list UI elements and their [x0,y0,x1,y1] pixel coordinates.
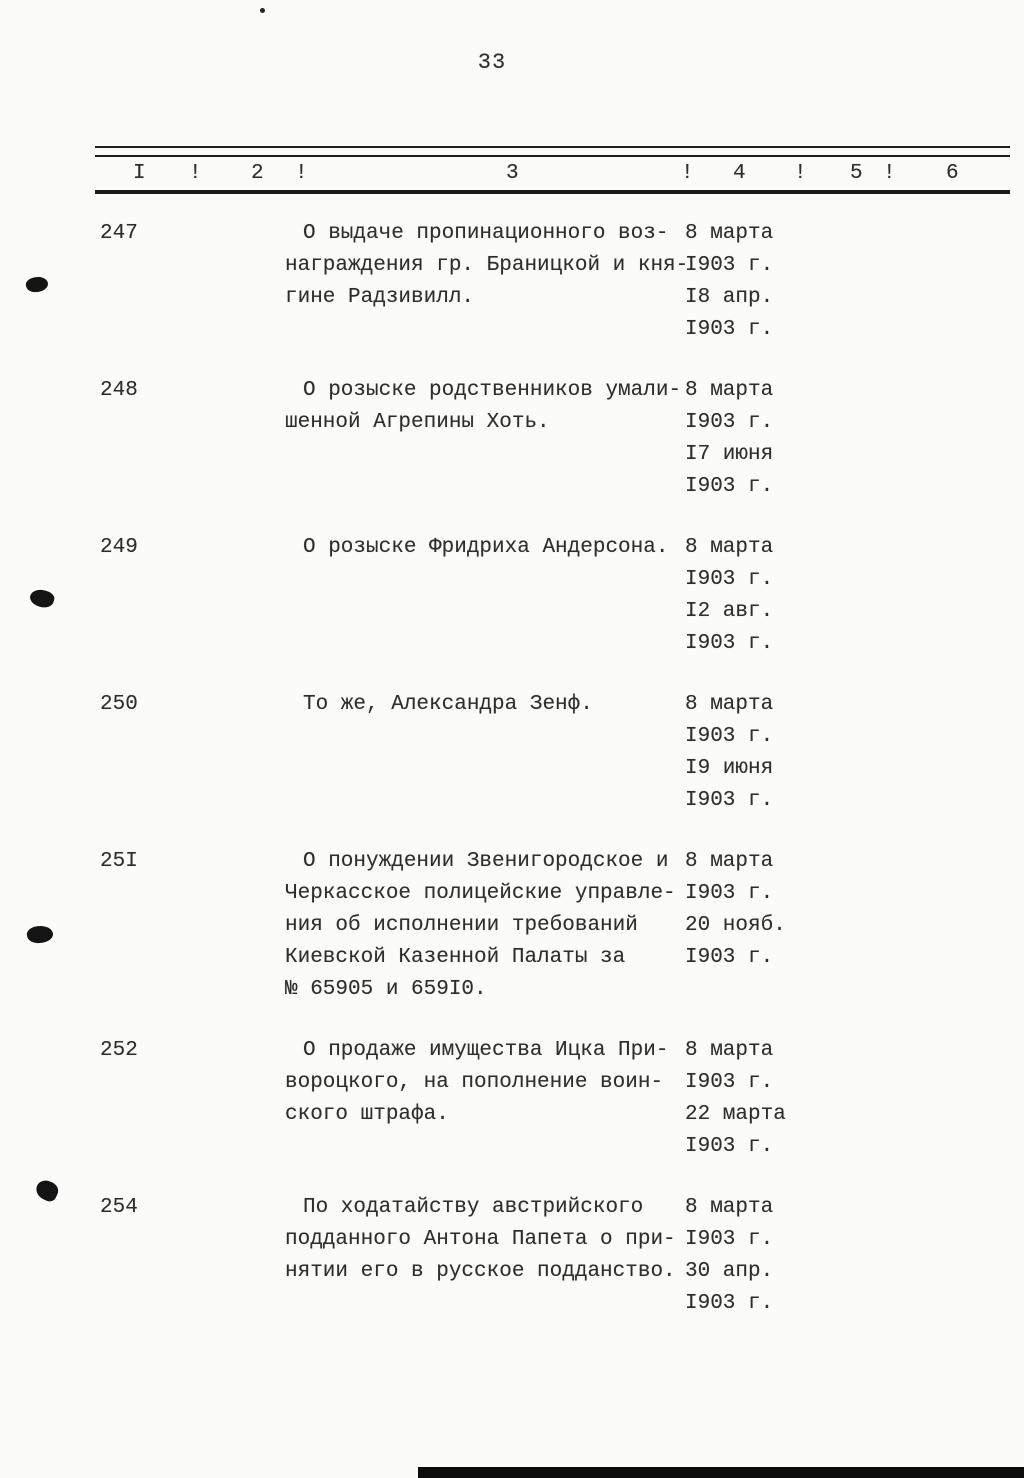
date-line: I903 г. [685,789,774,812]
date-line: I903 г. [685,946,774,969]
column-separator: ! [883,162,896,185]
date-line: I903 г. [685,568,774,591]
column-header: I [133,162,146,185]
column-header: 5 [850,162,863,185]
date-line: I903 г. [685,1135,774,1158]
description-line: То же, Александра Зенф. [303,693,593,716]
description-line: Черкасское полицейские управле- [285,882,676,905]
description-line: гине Радзивилл. [285,286,475,309]
date-line: 8 марта [685,693,774,716]
table-row [0,1192,1024,1320]
entry-dates [685,846,786,974]
date-line: I903 г. [685,632,774,655]
entry-number: 249 [100,536,138,559]
description-line: вороцкого, на пополнение воин- [285,1071,664,1094]
entry-dates [685,532,773,660]
date-line: I903 г. [685,882,774,905]
entry-dates [685,375,773,503]
description-line: О розыске Фридриха Андерсона. [303,536,669,559]
entry-number: 247 [100,222,138,245]
entry-number: 25I [100,850,138,873]
table-row [0,218,1024,346]
entry-number: 252 [100,1039,138,1062]
description-line: подданного Антона Папета о при- [285,1228,676,1251]
table-header [95,146,1010,194]
entry-description [285,532,685,564]
entry-number: 254 [100,1196,138,1219]
entry-description [285,1192,685,1288]
description-line: шенной Агрепины Хоть. [285,411,550,434]
table-row [0,532,1024,660]
description-line: № 65905 и 659I0. [285,978,487,1001]
table-row [0,689,1024,817]
date-line: I903 г. [685,1228,774,1251]
date-line: 30 апр. [685,1260,774,1283]
description-line: ния об исполнении требований [285,914,638,937]
scan-edge-artifact [418,1467,1024,1478]
scan-speck [260,8,265,13]
date-line: I903 г. [685,725,774,748]
description-line: О понуждении Звенигородское и [303,850,669,873]
column-separator: ! [189,162,202,185]
column-header-row [95,157,1010,190]
entry-dates [685,1192,773,1320]
date-line: 20 нояб. [685,914,786,937]
column-header: 4 [733,162,746,185]
description-line: награждения гр. Браницкой и кня- [285,254,689,277]
date-line: I903 г. [685,254,774,277]
date-line: 8 марта [685,536,774,559]
column-separator: ! [794,162,807,185]
table-row [0,375,1024,503]
description-line: нятии его в русское подданство. [285,1260,676,1283]
date-line: I903 г. [685,318,774,341]
column-header: 6 [946,162,959,185]
table-row [0,1035,1024,1163]
entry-dates [685,218,773,346]
date-line: 8 марта [685,1196,774,1219]
page-number: 33 [477,50,507,75]
description-line: О продаже имущества Ицка При- [303,1039,669,1062]
entry-dates [685,689,773,817]
date-line: I2 авг. [685,600,774,623]
entry-description [285,846,685,1006]
table-row [0,846,1024,1006]
description-line: О розыске родственников умали- [303,379,682,402]
column-header: 2 [251,162,264,185]
entry-dates [685,1035,786,1163]
date-line: I903 г. [685,411,774,434]
date-line: I903 г. [685,475,774,498]
date-line: 8 марта [685,1039,774,1062]
date-line: 8 марта [685,850,774,873]
entry-description [285,689,685,721]
date-line: 8 марта [685,222,774,245]
description-line: ского штрафа. [285,1103,449,1126]
column-separator: ! [295,162,308,185]
date-line: I9 июня [685,757,774,780]
column-separator: ! [681,162,694,185]
date-line: I903 г. [685,1292,774,1315]
date-line: I903 г. [685,1071,774,1094]
entry-description [285,218,689,314]
description-line: Киевской Казенной Палаты за [285,946,626,969]
header-bottom-rule [95,190,1010,194]
entry-number: 248 [100,379,138,402]
entry-number: 250 [100,693,138,716]
description-line: По ходатайству австрийского [303,1196,644,1219]
description-line: О выдаче пропинационного воз- [303,222,669,245]
column-header: 3 [506,162,519,185]
entry-description [285,375,685,439]
date-line: 8 марта [685,379,774,402]
date-line: I8 апр. [685,286,774,309]
inventory-entries [0,218,1024,1349]
date-line: I7 июня [685,443,774,466]
entry-description [285,1035,685,1131]
header-top-rule [95,146,1010,157]
date-line: 22 марта [685,1103,786,1126]
